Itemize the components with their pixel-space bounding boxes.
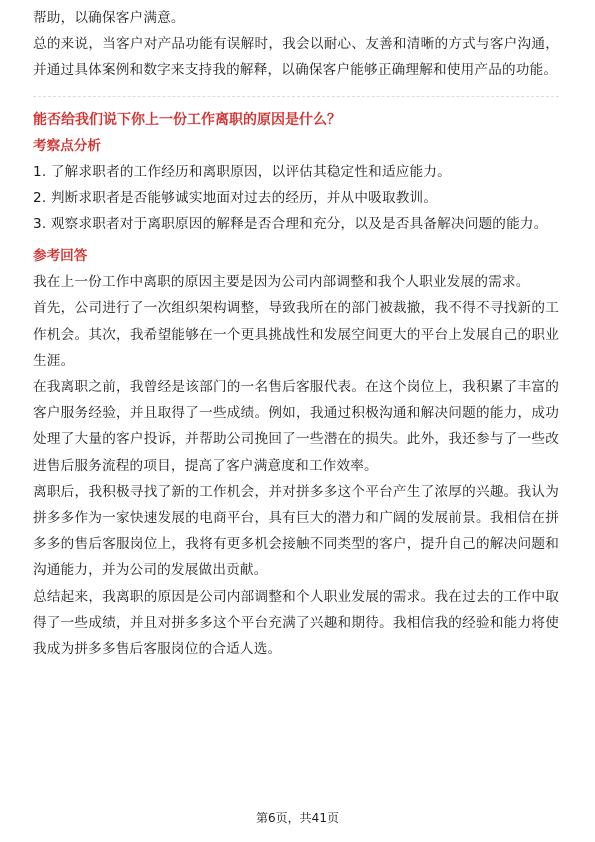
intro-paragraph: 帮助，以确保客户满意。: [33, 10, 185, 26]
section-divider: [33, 96, 559, 97]
analysis-item: 3. 观察求职者对于离职原因的解释是否合理和充分，以及是否具备解决问题的能力。: [33, 216, 548, 233]
page-footer: 第6页，共41页: [256, 811, 339, 825]
question-heading: 能否给我们说下你上一份工作离职的原因是什么？: [33, 111, 341, 128]
analysis-item: 1. 了解求职者的工作经历和离职原因，以评估其稳定性和适应能力。: [33, 163, 451, 180]
answer-paragraph: 我在上一份工作中离职的原因主要是因为公司内部调整和我个人职业发展的需求。: [33, 274, 530, 291]
answer-paragraph: 总结起来，我离职的原因是公司内部调整和个人职业发展的需求。我在过去的工作中取得了一些成绩，并且对拼多多这个平台充满了兴趣和期待。我相信我的经验和能力将使我成为拼多多售后客服岗位的合适人选。: [33, 588, 559, 658]
answer-paragraph: 离职后，我积极寻找了新的工作机会，并对拼多多这个平台产生了浓厚的兴趣。我认为拼多多作为一家快速发展的电商平台，具有巨大的潜力和广阔的发展前景。我相信在拼多多的售后客服岗位上，我将有更多机会接触不同类型的客户，提升自己的解决问题和沟通能力，并为公司的发展做出贡献。: [33, 483, 559, 579]
analysis-item: 2. 判断求职者是否能够诚实地面对过去的经历，并从中吸取教训。: [33, 189, 438, 206]
answer-heading: 参考回答: [33, 248, 88, 265]
page-content: [33, 0, 559, 662]
analysis-heading: 考察点分析: [33, 137, 101, 154]
answer-paragraph: 首先，公司进行了一次组织架构调整，导致我所在的部门被裁撤，我不得不寻找新的工作机会。其次，我希望能够在一个更具挑战性和发展空间更大的平台上发展自己的职业生涯。: [33, 300, 559, 369]
intro-paragraph: 总的来说，当客户对产品功能有误解时，我会以耐心、友善和清晰的方式与客户沟通，并通过具体案例和数字来支持我的解释，以确保客户能够正确理解和使用产品的功能。: [33, 36, 559, 79]
answer-paragraph: 在我离职之前，我曾经是该部门的一名售后客服代表。在这个岗位上，我积累了丰富的客户服务经验，并且取得了一些成绩。例如，我通过积极沟通和解决问题的能力，成功处理了大量的客户投诉，并帮助公司挽回了一些潜在的损失。此外，我还参与了一些改进售后服务流程的项目，提高了客户满意度和工作效率。: [33, 379, 559, 474]
